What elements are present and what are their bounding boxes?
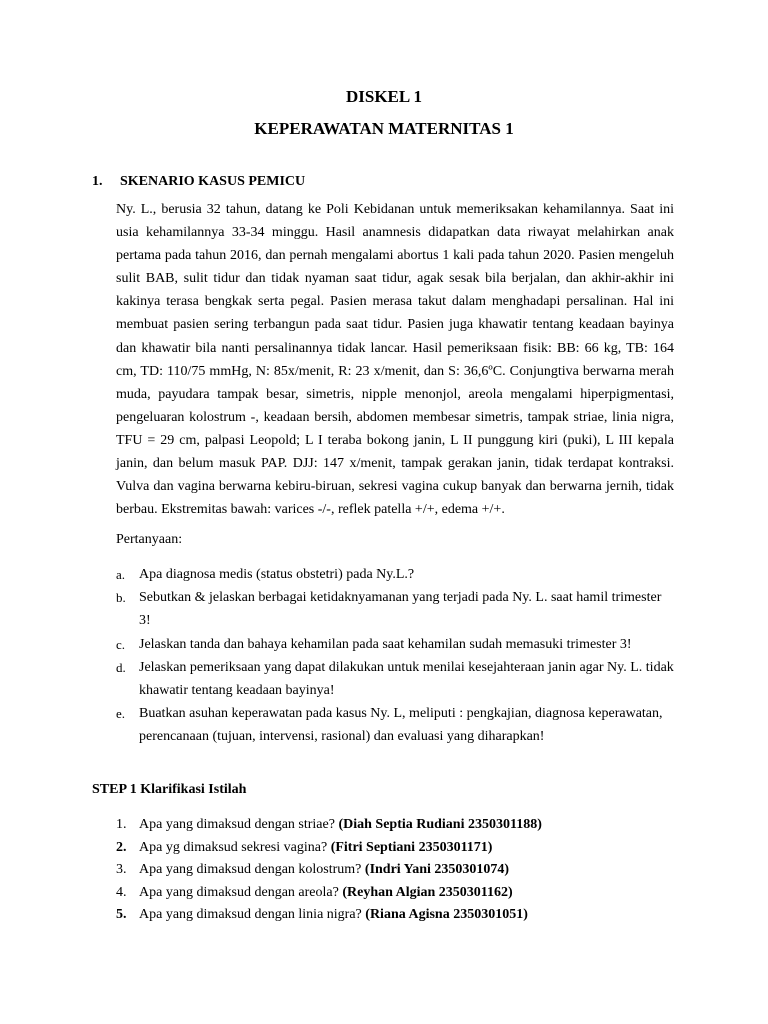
clarification-item (116, 859, 696, 882)
item-question: Apa yang dimaksud dengan areola? (139, 884, 339, 900)
clarification-item (116, 904, 696, 927)
item-question: Apa yang dimaksud dengan striae? (139, 817, 335, 832)
item-question: Apa yg dimaksud sekresi vagina? (139, 839, 328, 855)
clarification-item (116, 837, 696, 860)
item-author: (Riana Agisna 2350301051) (365, 907, 528, 923)
item-number: 1. (116, 817, 127, 832)
section-title: SKENARIO KASUS PEMICU (120, 174, 306, 189)
step1-heading: STEP 1 Klarifikasi Istilah (92, 782, 247, 797)
question-item (116, 633, 674, 656)
question-letter: c. (116, 636, 126, 652)
item-author: (Diah Septia Rudiani 2350301188) (338, 817, 542, 832)
questions-label: Pertanyaan: (116, 532, 183, 547)
scenario-paragraph: Ny. L., berusia 32 tahun, datang ke Poli Kebidanan untuk memeriksakan kehamilannya. Saat ini usia kehamilannya 33-34 minggu. Hasil anamnesis didapatkan data riwayat melahirkan anak pertama pada tahun 2016, dan pernah mengalami abortus 1 kali pada tahun 2020. Pasien mengeluh sulit BAB, sulit tidur dan tidak nyaman saat tidur, agak sesak bila berjalan, dan akhir-akhir ini kakinya terasa bengkak serta pegal. Pasien merasa takut dalam menghadapi persalinan. Hal ini membuat pasien sering terbangun pada saat tidur. Pasien juga khawatir tentang keadaan bayinya dan khawatir bila nanti persalinannya tidak lancar. Hasil pemeriksaan fisik: BB: 66 kg, TB: 164 cm, TD: 110/75 mmHg, N: 85x/menit, R: 23 x/menit, dan S: 36,6ºC. Conjungtiva berwarna merah muda, payudara tampak besar, simetris, nipple menonjol, areola mengalami hiperpigmentasi, pengeluaran kolostrum -, keadaan bersih, abdomen membesar simetris, tampak striae, linia nigra, TFU = 29 cm, palpasi Leopold; L I teraba bokong janin, L II punggung kiri (puki), L III kepala janin, dan belum masuk PAP. DJJ: 147 x/menit, tampak gerakan janin, tidak terdapat kontraksi. Vulva dan vagina berwarna kebiru-biruan, sekresi vagina cukup banyak dan berwarna jernih, tidak berbau. Ekstremitas bawah: varices -/-, reflek patella +/+, edema +/+. (116, 202, 674, 518)
item-number: 4. (116, 884, 127, 900)
question-item (116, 702, 674, 748)
question-text: Buatkan asuhan keperawatan pada kasus Ny. L, meliputi : pengkajian, diagnosa keperawatan, perencanaan (tujuan, intervensi, rasional) dan evaluasi yang diharapkan! (139, 706, 663, 745)
section-heading (92, 174, 305, 190)
item-number: 3. (116, 862, 127, 878)
item-question: Apa yang dimaksud dengan kolostrum? (139, 862, 362, 878)
item-author: (Fitri Septiani 2350301171) (330, 839, 493, 855)
item-number: 5. (116, 907, 127, 923)
question-text: Jelaskan pemeriksaan yang dapat dilakukan untuk menilai kesejahteraan janin agar Ny. L. tidak khawatir tentang keadaan bayinya! (139, 659, 674, 699)
question-item (116, 586, 674, 632)
question-letter: e. (116, 706, 126, 722)
question-item (116, 563, 674, 586)
question-text: Jelaskan tanda dan bahaya kehamilan pada saat kehamilan sudah memasuki trimester 3! (139, 636, 632, 652)
question-list (116, 563, 674, 749)
document-title: DISKEL 1 (345, 87, 423, 106)
question-text: Apa diagnosa medis (status obstetri) pada Ny.L.? (139, 567, 415, 582)
clarification-item (116, 814, 696, 837)
question-letter: a. (116, 567, 126, 582)
section-number: 1. (92, 174, 103, 189)
question-item (116, 656, 674, 702)
question-text: Sebutkan & jelaskan berbagai ketidaknyamanan yang terjadi pada Ny. L. saat hamil trimester 3! (139, 590, 662, 629)
document-subtitle: KEPERAWATAN MATERNITAS 1 (254, 119, 514, 138)
question-letter: b. (116, 590, 126, 606)
item-author: (Indri Yani 2350301074) (364, 862, 510, 878)
item-question: Apa yang dimaksud dengan linia nigra? (139, 907, 362, 923)
item-author: (Reyhan Algian 2350301162) (342, 884, 513, 900)
question-letter: d. (116, 659, 126, 675)
clarification-item (116, 882, 696, 905)
item-number: 2. (116, 839, 127, 855)
clarification-list (116, 814, 696, 927)
